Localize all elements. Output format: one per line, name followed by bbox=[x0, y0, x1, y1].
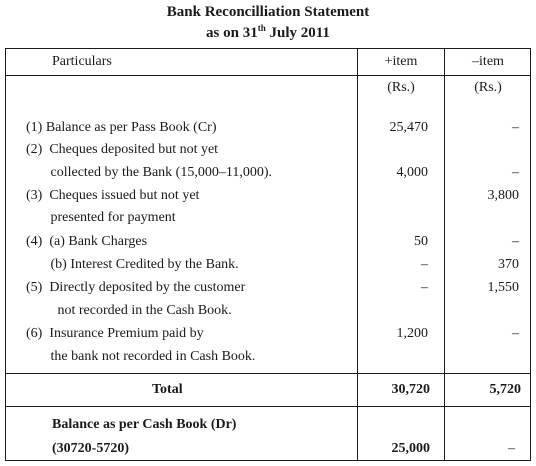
row-6-minus: – bbox=[512, 326, 519, 341]
row-5-minus: 1,550 bbox=[487, 280, 519, 295]
row-3-label-line1: (3) Cheques issued but not yet bbox=[26, 188, 200, 203]
total-bottom-divider bbox=[6, 406, 530, 407]
row-1-minus: – bbox=[512, 120, 519, 135]
row-4a-label: (4) (a) Bank Charges bbox=[26, 234, 148, 249]
statement-date bbox=[0, 22, 536, 44]
statement-date-suffix-sup: th bbox=[257, 23, 266, 33]
balance-minus: – bbox=[508, 441, 515, 456]
row-5-plus: – bbox=[421, 280, 428, 295]
row-1-label: (1) Balance as per Pass Book (Cr) bbox=[26, 120, 217, 135]
row-5-label-line2: not recorded in the Cash Book. bbox=[26, 303, 232, 318]
unit-minus: (Rs.) bbox=[474, 80, 502, 95]
statement-date-rest: July 2011 bbox=[265, 25, 330, 41]
row-5-label-line1: (5) Directly deposited by the customer bbox=[26, 280, 246, 295]
row-2-minus: – bbox=[512, 165, 519, 180]
header-minus-item: –item bbox=[472, 54, 504, 69]
reconciliation-table bbox=[5, 48, 531, 461]
header-divider bbox=[6, 75, 530, 76]
total-plus: 30,720 bbox=[391, 382, 430, 397]
row-6-label-line2: the bank not recorded in Cash Book. bbox=[26, 349, 256, 364]
unit-plus: (Rs.) bbox=[387, 80, 415, 95]
row-4a-plus: 50 bbox=[414, 234, 428, 249]
statement-title: Bank Reconcilliation Statement bbox=[166, 4, 370, 20]
balance-label-line1: Balance as per Cash Book (Dr) bbox=[52, 417, 237, 432]
balance-label-line2: (30720-5720) bbox=[52, 441, 129, 456]
row-4a-minus: – bbox=[512, 234, 519, 249]
header-particulars: Particulars bbox=[52, 54, 112, 69]
row-6-label-line1: (6) Insurance Premium paid by bbox=[26, 326, 204, 341]
total-label: Total bbox=[152, 382, 183, 397]
header-plus-item: +item bbox=[384, 54, 418, 69]
row-6-plus: 1,200 bbox=[396, 326, 428, 341]
total-minus: 5,720 bbox=[489, 382, 521, 397]
row-2-label-line2: collected by the Bank (15,000–11,000). bbox=[26, 165, 272, 180]
row-1-plus: 25,470 bbox=[389, 120, 428, 135]
row-4b-label: (b) Interest Credited by the Bank. bbox=[26, 257, 239, 272]
total-top-divider bbox=[6, 373, 530, 374]
row-3-minus: 3,800 bbox=[487, 188, 519, 203]
row-4b-minus: 370 bbox=[498, 257, 519, 272]
balance-plus: 25,000 bbox=[391, 441, 430, 456]
statement-date-prefix: as on 31 bbox=[206, 25, 258, 41]
row-3-label-line2: presented for payment bbox=[26, 210, 176, 225]
row-2-plus: 4,000 bbox=[396, 165, 428, 180]
row-4b-plus: – bbox=[421, 257, 428, 272]
row-2-label-line1: (2) Cheques deposited but not yet bbox=[26, 142, 219, 157]
